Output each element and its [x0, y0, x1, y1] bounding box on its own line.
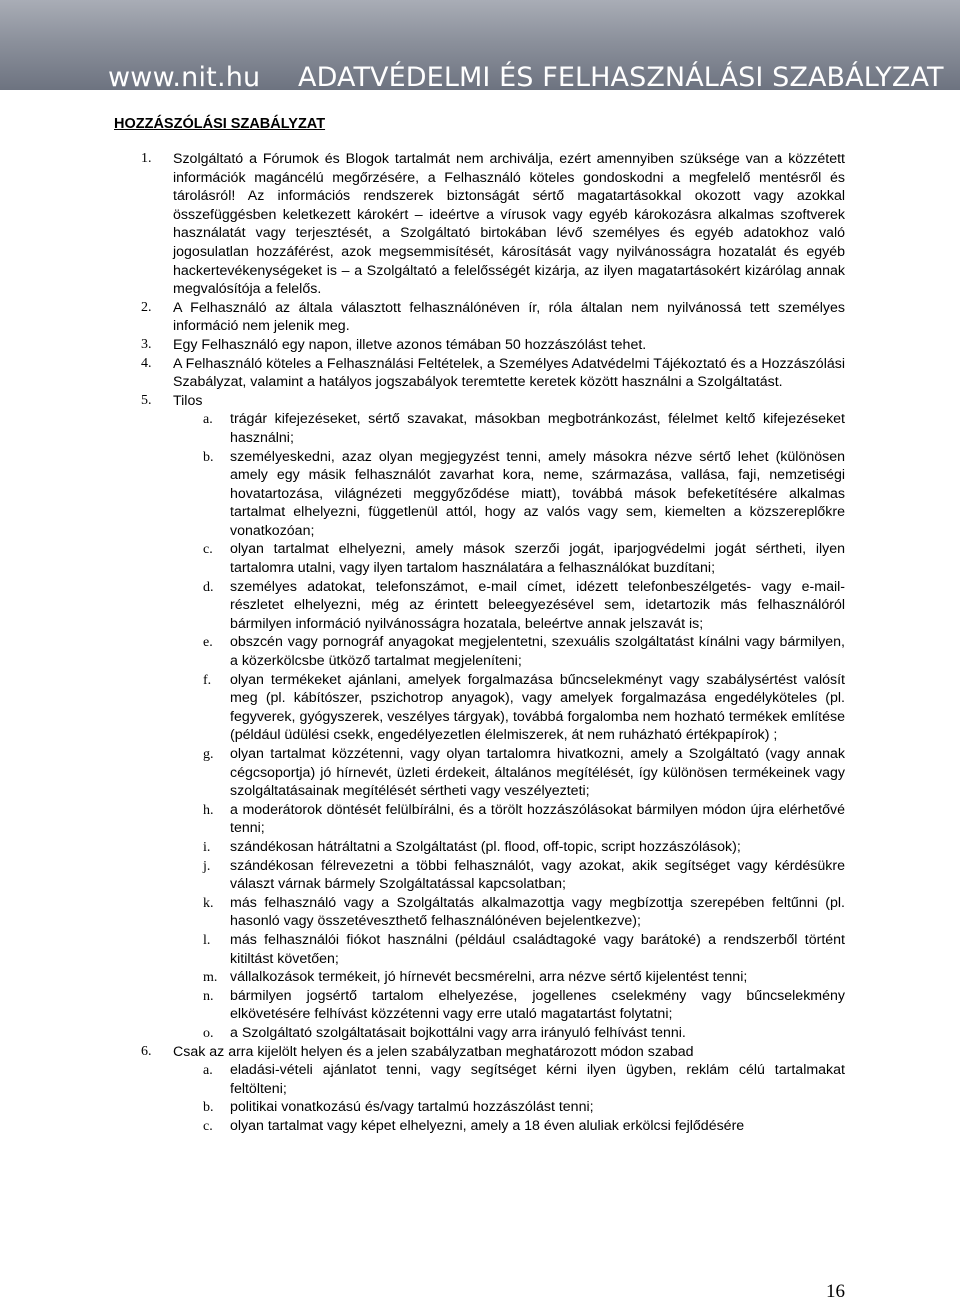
item-text: bármilyen jogsértő tartalom elhelyezése, jogellenes cselekmény vagy bűncselekmény elkövetésére felhívást közzétenni vagy erre utaló magatartást folytatni; — [230, 987, 845, 1023]
page-number: 16 — [826, 1281, 845, 1302]
section-title: HOZZÁSZÓLÁSI SZABÁLYZAT — [114, 116, 326, 132]
rule-item-4 — [0, 355, 845, 392]
prohibited-item — [0, 410, 845, 447]
item-letter: l. — [203, 932, 211, 948]
item-text: más felhasználó vagy a Szolgáltatás alkalmazottja vagy megbízottja szerepében feltűnni (pl. hasonló vagy összetéveszthető felhasználónéven bejelentkezve); — [230, 894, 845, 930]
item-text: a Szolgáltató szolgáltatásait bojkottálni vagy arra irányuló felhívást tenni. — [230, 1024, 686, 1041]
allowed-item — [0, 1098, 845, 1117]
prohibited-item — [0, 894, 845, 931]
item-text: olyan tartalmat elhelyezni, amely mások szerzői jogát, iparjogvédelmi jogát sértheti, ilyen tartalomra utalni, vagy ilyen tartalom használatára a felhasználókat buzdítani; — [230, 541, 845, 577]
item-text: trágár kifejezéseket, sértő szavakat, másokban megbotránkozást, félelmet keltő kifejezéseket használni; — [230, 411, 845, 446]
item-text: olyan termékeket ajánlani, amelyek forgalmazása bűncselekményt vagy szabálysértést valósít meg (pl. kábítószer, pszichotrop anyagok), vagy amelyek forgalmazása engedélyköteles (pl. fegyverek, gyógyszerek, veszélyes tárgyak), továbbá forgalomba nem hozható termékek említése (például üdülési csekk, engedélyezetlen élelmiszerek, át nem ruházható értékpapírok) ; — [230, 671, 845, 744]
item-letter: m. — [203, 970, 218, 986]
item-letter: e. — [203, 635, 213, 651]
rule-text: A Felhasználó az általa választott felhasználónéven ír, róla általan nem nyilvánossá tett személyes információ nem jelenik meg. — [173, 299, 845, 335]
item-text: szándékosan hátráltatni a Szolgáltatást (pl. flood, off-topic, script hozzászólások); — [230, 838, 741, 855]
prohibited-item — [0, 801, 845, 838]
item-text: olyan tartalmat közzétenni, vagy olyan tartalomra hivatkozni, amely a Szolgáltató (vagy annak cégcsoportja) jó hírnevét, üzleti érdekeit, általános megítélését, így különösen termékeinek vagy szolgáltatásainak megítélését sértheti vagy veszélyezteti; — [230, 746, 845, 800]
header-banner — [0, 0, 960, 90]
prohibited-item — [0, 1024, 845, 1043]
rule-text: Szolgáltató a Fórumok és Blogok tartalmát nem archiválja, ezért amennyiben szüksége van a közzétett információk magáncélú megőrzésére, a Felhasználó köteles gondoskodni a megfelelő mentésről és tárolásról! Az információs rendszerek biztonságát sértő magatartásokkal okozott vagy azokkal összefüggésben keletkezett károkért – ideértve a vírusok vagy egyéb károkozásra alkalmas szoftverek használatát vagy terjesztését, a Szolgáltató birtokában lévő személyes és egyéb adatokhoz való jogosulatlan hozzáférést, azok megsemmisítését, károsítását vagy nyilvánosságra hozatalát és egyéb hackertevékenységeket is – a Szolgáltató a felelősségét kizárja, az ilyen magatartásokért kizárólag annak megvalósítója a felelős. — [173, 151, 845, 298]
allowed-item — [0, 1061, 845, 1098]
item-letter: o. — [203, 1025, 214, 1041]
prohibited-item — [0, 931, 845, 968]
rule-number: 2. — [141, 299, 152, 315]
prohibited-item — [0, 857, 845, 894]
item-letter: a. — [203, 412, 213, 428]
rule-item-1 — [0, 150, 845, 299]
item-letter: b. — [203, 449, 214, 465]
item-letter: n. — [203, 988, 214, 1004]
rule-text: A Felhasználó köteles a Felhasználási Feltételek, a Személyes Adatvédelmi Tájékoztató és a Hozzászólási Szabályzat, valamint a hatályos jogszabályok teremtette keretek között használni a Szolgáltatást. — [173, 355, 845, 391]
rule-number: 3. — [141, 336, 152, 352]
item-text: vállalkozások termékeit, jó hírnevét becsmérelni, arra nézve sértő kijelentést tenni; — [230, 969, 748, 986]
item-letter: a. — [203, 1063, 213, 1079]
item-text: obszcén vagy pornográf anyagokat megjelentetni, szexuális szolgáltatást kínálni vagy bármilyen, a közerkölcsbe ütköző tartalmat megjeleníteni; — [230, 634, 845, 670]
item-letter: c. — [203, 542, 213, 558]
prohibited-item — [0, 968, 845, 987]
prohibited-item — [0, 987, 845, 1024]
item-letter: h. — [203, 802, 214, 818]
prohibited-item — [0, 540, 845, 577]
item-text: személyes adatokat, telefonszámot, e-mail címet, idézett telefonbeszélgetés- vagy e-mail-részletet elhelyezni, még az érintett beleegyezésével sem, idetartozik más felhasználóról bármilyen információ nyilvánosságra hozatala, beleértve annak jelszavát is; — [230, 578, 845, 632]
item-letter: k. — [203, 895, 214, 911]
prohibited-item — [0, 578, 845, 634]
item-text: politikai vonatkozású és/vagy tartalmú hozzászólást tenni; — [230, 1099, 594, 1116]
item-text: szándékosan félrevezetni a többi felhasználót, vagy azokat, akik segítséget vagy kérdésükre választ várnak bármely Szolgáltatással kapcsolatban; — [230, 857, 845, 893]
item-letter: c. — [203, 1118, 213, 1134]
prohibited-item — [0, 745, 845, 801]
rule-text: Egy Felhasználó egy napon, illetve azonos témában 50 hozzászólást tehet. — [173, 336, 647, 353]
item-letter: f. — [203, 672, 212, 688]
prohibited-item — [0, 633, 845, 670]
item-letter: b. — [203, 1100, 214, 1116]
rule-text: Csak az arra kijelölt helyen és a jelen szabályzatban meghatározott módon szabad — [173, 1043, 694, 1060]
document-body — [0, 150, 960, 1135]
item-letter: j. — [203, 858, 211, 874]
rule-number: 4. — [141, 355, 152, 371]
item-text: olyan tartalmat vagy képet elhelyezni, amely a 18 éven aluliak erkölcsi fejlődésére — [230, 1117, 745, 1134]
prohibited-item — [0, 448, 845, 541]
rule-item-2 — [0, 299, 845, 336]
prohibited-item — [0, 838, 845, 857]
allowed-list — [0, 1061, 960, 1135]
item-letter: d. — [203, 579, 214, 595]
prohibited-list — [0, 410, 960, 1042]
item-letter: g. — [203, 747, 214, 762]
allowed-item — [0, 1117, 845, 1136]
item-text: eladási-vételi ajánlatot tenni, vagy segítséget kérni ilyen ügyben, reklám célú tartalmakat feltölteni; — [230, 1062, 845, 1097]
item-text: a moderátorok döntését felülbírálni, és a törölt hozzászólásokat bármilyen módon újra elérhetővé tenni; — [230, 801, 845, 837]
site-url: www.nit.hu — [108, 62, 261, 90]
rule-item-6 — [0, 1043, 845, 1062]
rule-item-5 — [0, 392, 845, 411]
item-letter: i. — [203, 839, 211, 855]
item-text: személyeskedni, azaz olyan megjegyzést tenni, amely másokra nézve sértő lehet (különösen amely egy másik felhasználót zavarhat kora, neme, származása, vallása, faji, nemzetiségi hovatartozása, világnézeti meggyőződése miatt), továbbá mások befeketítésére alkalmas tartalmat elhelyezni, függetlenül attól, hogy az valós vagy sem, kiemelten a közszereplőkre vonatkozóan; — [230, 448, 845, 539]
prohibited-item — [0, 671, 845, 745]
document-title: ADATVÉDELMI ÉS FELHASZNÁLÁSI SZABÁLYZAT — [298, 62, 944, 90]
rule-text: Tilos — [173, 392, 203, 409]
item-text: más felhasználói fiókot használni (például családtagoké vagy barátoké) a rendszerből történt kitiltást követően; — [230, 931, 845, 967]
rule-number: 6. — [141, 1043, 152, 1059]
rule-number: 1. — [141, 151, 152, 166]
rule-item-3 — [0, 336, 845, 355]
rule-number: 5. — [141, 392, 152, 408]
